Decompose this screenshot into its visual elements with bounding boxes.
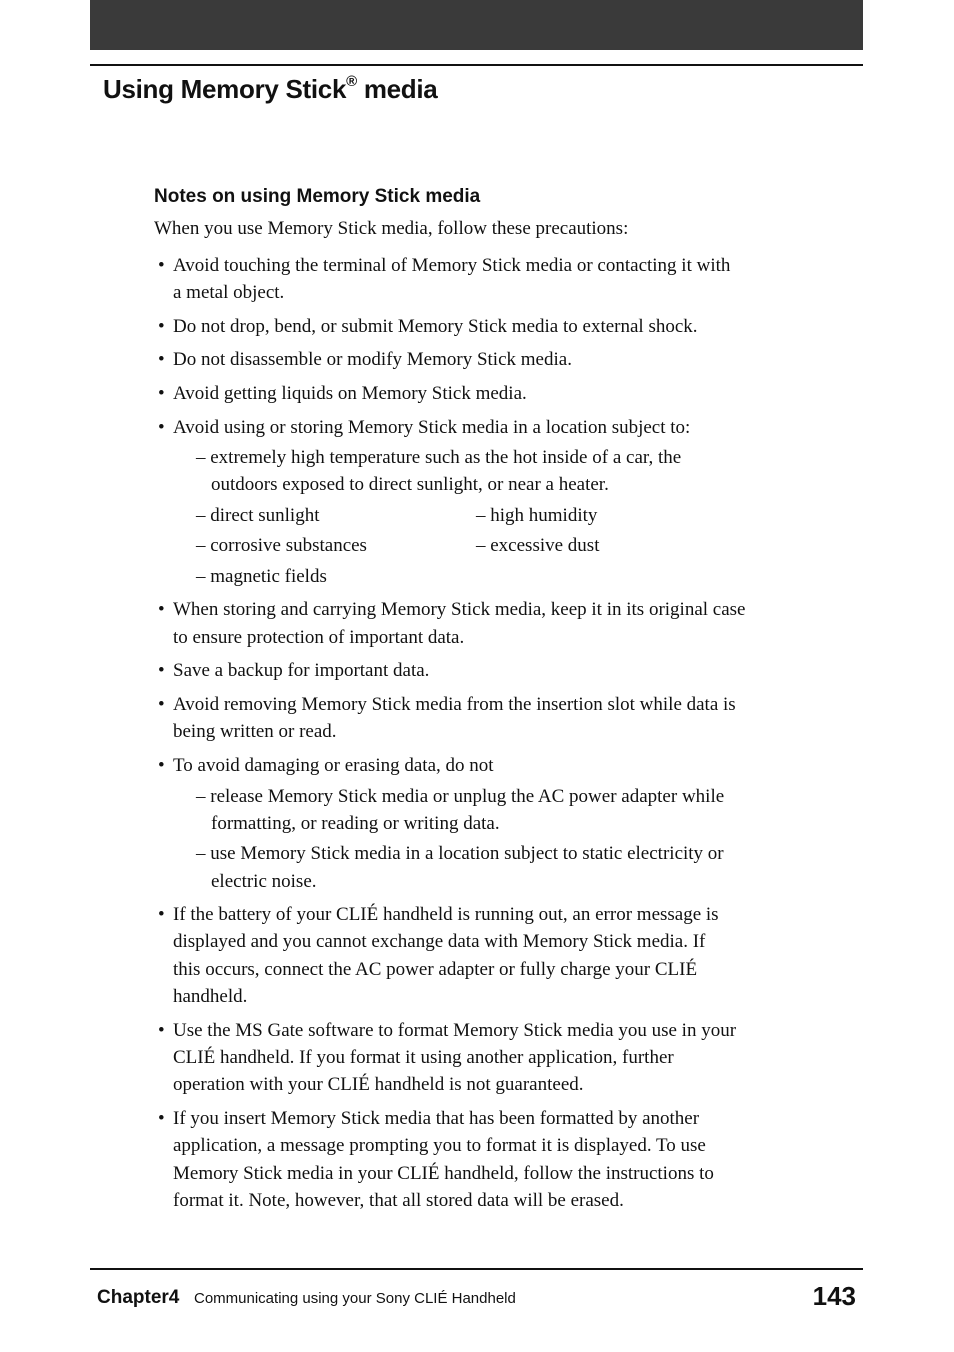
sub-item-line: – corrosive substances xyxy=(196,535,367,556)
intro-text: When you use Memory Stick media, follow these precautions: xyxy=(154,218,629,239)
sub-item-line: – release Memory Stick media or unplug the AC power adapter while xyxy=(196,786,725,807)
bullet-marker: • xyxy=(158,694,165,715)
list-item-line: to ensure protection of important data. xyxy=(173,627,465,648)
bullet-marker: • xyxy=(158,417,165,438)
list-item-line: format it. Note, however, that all stored data will be erased. xyxy=(173,1190,624,1211)
list-item-line: Avoid removing Memory Stick media from the insertion slot while data is xyxy=(173,694,736,715)
list-item-line: Save a backup for important data. xyxy=(173,660,430,681)
page-title-text: Using Memory Stick xyxy=(103,74,347,104)
list-item-line: Avoid getting liquids on Memory Stick media. xyxy=(173,383,527,404)
list-item-line: Avoid using or storing Memory Stick media in a location subject to: xyxy=(173,417,691,438)
list-item-line: displayed and you cannot exchange data with Memory Stick media. If xyxy=(173,931,706,952)
list-item-line: To avoid damaging or erasing data, do not xyxy=(173,755,494,776)
bullet-marker: • xyxy=(158,349,165,370)
registered-mark: ® xyxy=(346,73,357,91)
list-item-line: Use the MS Gate software to format Memory Stick media you use in your xyxy=(173,1020,737,1041)
header-bar xyxy=(90,0,863,50)
list-item-line: handheld. xyxy=(173,986,248,1007)
list-item-line: CLIÉ handheld. If you format it using another application, further xyxy=(173,1047,674,1068)
footer-chapter-label: Chapter4 xyxy=(97,1287,180,1308)
header-rule xyxy=(90,64,863,66)
sub-item-line: – excessive dust xyxy=(476,535,600,556)
list-item-line: Memory Stick media in your CLIÉ handheld, follow the instructions to xyxy=(173,1163,714,1184)
bullet-marker: • xyxy=(158,255,165,276)
section-heading: Notes on using Memory Stick media xyxy=(154,186,481,207)
list-item-line: operation with your CLIÉ handheld is not guaranteed. xyxy=(173,1074,584,1095)
page-title-suffix: media xyxy=(356,74,438,104)
list-item-line: application, a message prompting you to format it is displayed. To use xyxy=(173,1135,706,1156)
list-item-line: being written or read. xyxy=(173,721,337,742)
bullet-marker: • xyxy=(158,755,165,776)
sub-item-line: – extremely high temperature such as the hot inside of a car, the xyxy=(196,447,682,468)
bullet-marker: • xyxy=(158,1108,165,1129)
list-item-line: Do not disassemble or modify Memory Stick media. xyxy=(173,349,572,370)
bullet-marker: • xyxy=(158,383,165,404)
list-item-line: If the battery of your CLIÉ handheld is running out, an error message is xyxy=(173,904,719,925)
sub-item-line: – use Memory Stick media in a location subject to static electricity or xyxy=(196,843,724,864)
sub-item-line: – high humidity xyxy=(476,505,598,526)
bullet-marker: • xyxy=(158,599,165,620)
sub-item-line: electric noise. xyxy=(211,871,317,892)
list-item-line: If you insert Memory Stick media that has been formatted by another xyxy=(173,1108,700,1129)
footer-chapter-title: Communicating using your Sony CLIÉ Handheld xyxy=(194,1290,516,1307)
bullet-marker: • xyxy=(158,316,165,337)
bullet-marker: • xyxy=(158,904,165,925)
bullet-marker: • xyxy=(158,660,165,681)
page-number: 143 xyxy=(812,1281,856,1311)
page-title xyxy=(103,74,437,105)
list-item-line: When storing and carrying Memory Stick media, keep it in its original case xyxy=(173,599,746,620)
sub-item-line: – direct sunlight xyxy=(196,505,320,526)
bullet-marker: • xyxy=(158,1020,165,1041)
list-item-line: this occurs, connect the AC power adapter or fully charge your CLIÉ xyxy=(173,959,698,980)
sub-item-line: – magnetic fields xyxy=(196,566,327,587)
list-item-line: Do not drop, bend, or submit Memory Stick media to external shock. xyxy=(173,316,698,337)
sub-item-line: outdoors exposed to direct sunlight, or near a heater. xyxy=(211,474,609,495)
sub-item-line: formatting, or reading or writing data. xyxy=(211,813,500,834)
list-item-line: a metal object. xyxy=(173,282,285,303)
footer-rule xyxy=(90,1268,863,1270)
list-item-line: Avoid touching the terminal of Memory Stick media or contacting it with xyxy=(173,255,731,276)
